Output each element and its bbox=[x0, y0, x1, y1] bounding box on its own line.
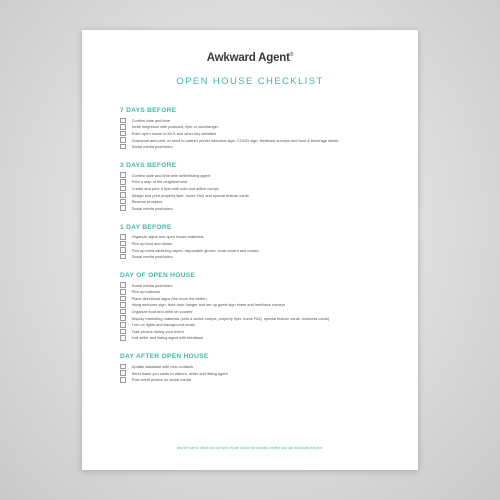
checklist-item-label: Send thank you cards to visitors, seller and listing agent bbox=[131, 370, 228, 376]
checklist-section bbox=[120, 353, 418, 383]
checkbox[interactable] bbox=[120, 377, 126, 383]
checklist-item-label: Invite neighbors with postcard, flyer or doorhanger bbox=[131, 124, 219, 130]
checkbox[interactable] bbox=[120, 241, 126, 247]
checkbox[interactable] bbox=[120, 302, 126, 308]
checkbox[interactable] bbox=[120, 179, 126, 185]
checkbox[interactable] bbox=[120, 289, 126, 295]
checklist-item bbox=[120, 137, 418, 144]
checklist-section bbox=[120, 107, 418, 150]
brand-logo bbox=[82, 52, 418, 64]
checklist-item bbox=[120, 172, 418, 179]
checklist-item bbox=[120, 117, 418, 124]
checkbox[interactable] bbox=[120, 172, 126, 178]
checkbox[interactable] bbox=[120, 234, 126, 240]
checklist-item bbox=[120, 282, 418, 289]
checklist-item bbox=[120, 234, 418, 241]
checkbox[interactable] bbox=[120, 254, 126, 260]
checklist-item bbox=[120, 198, 418, 205]
checklist-section bbox=[120, 224, 418, 260]
section-heading: DAY OF OPEN HOUSE bbox=[120, 271, 196, 279]
checklist-item bbox=[120, 376, 418, 383]
checklist-item bbox=[120, 240, 418, 247]
checklist-item-label: Take photos during your event bbox=[131, 328, 184, 334]
checklist-item bbox=[120, 124, 418, 131]
checklist-item-label: Place directional signs (the more the better) bbox=[131, 295, 207, 301]
checklist-item-label: Social media post/video bbox=[131, 144, 173, 150]
checklist-item-label: Print a map of the neighborhood bbox=[131, 179, 188, 185]
checklist-item-label: Confirm date and time with seller/listing agent bbox=[131, 172, 211, 178]
checklist-item bbox=[120, 295, 418, 302]
checkbox[interactable] bbox=[120, 199, 126, 205]
checklist-item bbox=[120, 192, 418, 199]
checklist-sections bbox=[120, 107, 418, 383]
checklist-item-label: Hang welcome sign, front door hanger and set up guest sign sheet and feedback surveys bbox=[131, 302, 286, 308]
section-heading: DAY AFTER OPEN HOUSE bbox=[120, 353, 209, 361]
checkbox[interactable] bbox=[120, 329, 126, 335]
checkbox[interactable] bbox=[120, 296, 126, 302]
checklist-item-label: Design and print property flyer, home FAQ and special feature cards bbox=[131, 192, 249, 198]
checklist-item-label: Social media post/video bbox=[131, 254, 173, 260]
checklist-item-label: Update database with new contacts bbox=[131, 364, 194, 370]
checklist-item bbox=[120, 130, 418, 137]
checklist-item bbox=[120, 308, 418, 315]
section-heading: 1 DAY BEFORE bbox=[120, 223, 172, 231]
checkbox[interactable] bbox=[120, 124, 126, 130]
checklist-section bbox=[120, 272, 418, 341]
checklist-item-label: Reverse prospect bbox=[131, 199, 163, 205]
checkbox[interactable] bbox=[120, 282, 126, 288]
checklist-item bbox=[120, 302, 418, 309]
checklist-item-label: Social media post/video bbox=[131, 205, 173, 211]
checklist-item-label: Organize food and drink on counter bbox=[131, 309, 193, 315]
checkbox[interactable] bbox=[120, 247, 126, 253]
checklist-item-label: Pick up food and drinks bbox=[131, 240, 173, 246]
page-title: OPEN HOUSE CHECKLIST bbox=[176, 76, 324, 87]
checkbox[interactable] bbox=[120, 205, 126, 211]
checkbox[interactable] bbox=[120, 315, 126, 321]
checklist-item-label: Social media post/video bbox=[131, 282, 173, 288]
checklist-item bbox=[120, 321, 418, 328]
checklist-item-label: Organize signs and open house materials bbox=[131, 234, 204, 240]
checklist-item bbox=[120, 247, 418, 254]
checklist-item bbox=[120, 185, 418, 192]
checklist-item-label: Confirm date and time bbox=[131, 117, 170, 123]
checklist-item-label: Pick up balloons bbox=[131, 289, 160, 295]
checklist-item bbox=[120, 335, 418, 342]
checklist-item-label: Call seller and listing agent with feedback bbox=[131, 335, 203, 341]
checkbox[interactable] bbox=[120, 118, 126, 124]
checklist-item bbox=[120, 179, 418, 186]
checkbox[interactable] bbox=[120, 309, 126, 315]
section-heading: 3 DAYS BEFORE bbox=[120, 161, 177, 169]
checklist-item bbox=[120, 253, 418, 260]
checklist-item bbox=[120, 363, 418, 370]
checklist-item bbox=[120, 143, 418, 150]
registered-mark: ® bbox=[289, 52, 294, 58]
checkbox[interactable] bbox=[120, 364, 126, 370]
checklist-item bbox=[120, 328, 418, 335]
section-heading: 7 DAYS BEFORE bbox=[120, 107, 177, 114]
checkbox[interactable] bbox=[120, 192, 126, 198]
checklist-item bbox=[120, 205, 418, 212]
checklist-sheet bbox=[82, 30, 418, 470]
checkbox[interactable] bbox=[120, 370, 126, 376]
checklist-item bbox=[120, 315, 418, 322]
checkbox[interactable] bbox=[120, 335, 126, 341]
checklist-item-label: Create and print a flyer with sold and active comps bbox=[131, 185, 219, 191]
checklist-item-label: Enter open house in MLS and other key websites bbox=[131, 130, 217, 136]
checklist-item bbox=[120, 370, 418, 377]
checkbox[interactable] bbox=[120, 322, 126, 328]
checkbox[interactable] bbox=[120, 186, 126, 192]
checkbox[interactable] bbox=[120, 137, 126, 143]
checklist-item-label: Post event photos on social media bbox=[131, 377, 191, 383]
checklist-section bbox=[120, 162, 418, 212]
checklist-item bbox=[120, 289, 418, 296]
checklist-item-label: Turn on lights and background music bbox=[131, 322, 196, 328]
footer-note: Also be sure to check out our Open House section for branded creative you can download and print. bbox=[177, 446, 323, 450]
checklist-item-label: Pick up extra sanitizing wipes, disposable gloves, shoe covers and masks bbox=[131, 247, 259, 253]
checklist-item-label: Download and print, or send to partner printer welcome sign, COVID sign, feedback surveys and food & beverage labels bbox=[131, 137, 339, 143]
checkbox[interactable] bbox=[120, 144, 126, 150]
checklist-item-label: Display marketing materials (sold & active comps, property flyer, home FAQ, special feature cards, business cards) bbox=[131, 315, 330, 321]
checkbox[interactable] bbox=[120, 131, 126, 137]
brand-name: Awkward Agent bbox=[206, 52, 290, 64]
